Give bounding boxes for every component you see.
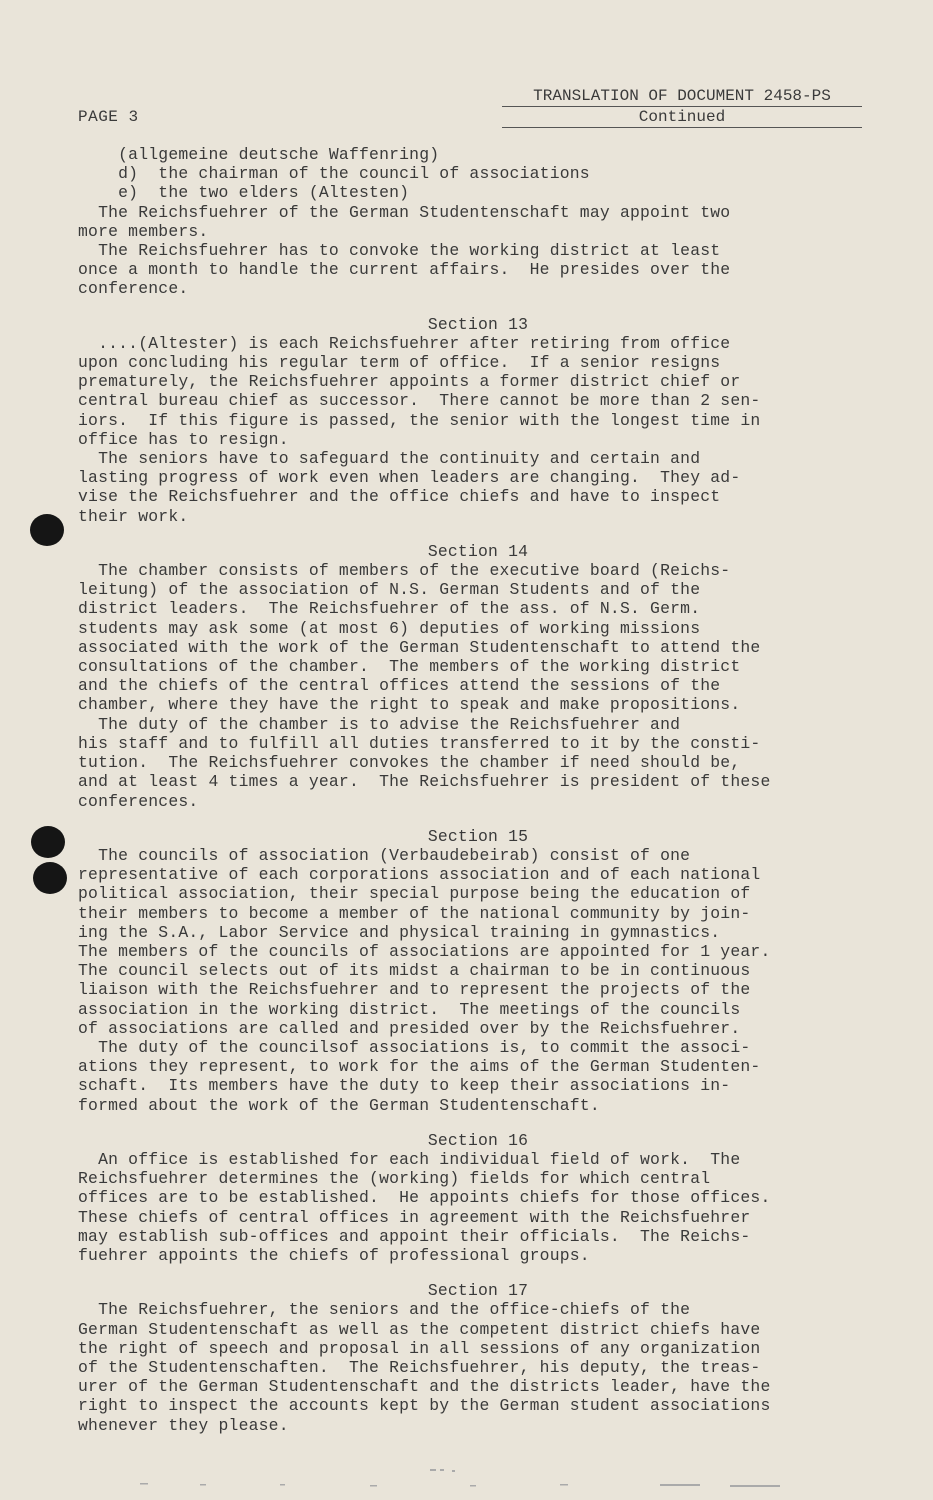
section-17 — [78, 1281, 878, 1435]
text-line: their work. — [78, 506, 189, 526]
text-line: of associations are called and presided over by the Reichsfuehrer. — [78, 1018, 741, 1038]
text-line: conference. — [78, 279, 189, 299]
text-line: ing the S.A., Labor Service and physical training in gymnastics. — [78, 922, 721, 942]
text-line: central bureau chief as successor. There cannot be more than 2 sen- — [78, 391, 761, 411]
section-13 — [78, 315, 878, 526]
text-line: The chamber consists of members of the executive board (Reichs- — [78, 561, 731, 581]
punch-hole — [30, 514, 64, 546]
text-line: representative of each corporations association and of each national — [78, 865, 761, 885]
text-line: German Studentenschaft as well as the competent district chiefs have — [78, 1319, 761, 1339]
section-15 — [78, 827, 878, 1115]
text-line: whenever they please. — [78, 1415, 289, 1435]
text-line: The Reichsfuehrer has to convoke the working district at least — [78, 241, 721, 261]
intro-block — [78, 145, 878, 299]
text-line: These chiefs of central offices in agreement with the Reichsfuehrer — [78, 1207, 751, 1227]
text-line: prematurely, the Reichsfuehrer appoints a former district chief or — [78, 372, 741, 392]
document-title: TRANSLATION OF DOCUMENT 2458-PS — [502, 87, 862, 107]
section-16 — [78, 1131, 878, 1265]
text-line: The seniors have to safeguard the continuity and certain and — [78, 449, 701, 469]
text-line: liaison with the Reichsfuehrer and to represent the projects of the — [78, 980, 751, 1000]
text-line: An office is established for each individual field of work. The — [78, 1149, 741, 1169]
faded-bleed-through-text — [140, 1465, 800, 1495]
text-line: once a month to handle the current affairs. He presides over the — [78, 260, 731, 280]
text-line: The Reichsfuehrer, the seniors and the office-chiefs of the — [78, 1300, 691, 1320]
text-line: conferences. — [78, 791, 199, 811]
text-line: Reichsfuehrer determines the (working) fields for which central — [78, 1169, 711, 1189]
text-line: political association, their special purpose being the education of — [78, 884, 751, 904]
text-line: The Reichsfuehrer of the German Studentenschaft may appoint two — [78, 202, 731, 222]
section-title: Section 14 — [427, 541, 529, 561]
text-line: and the chiefs of the central offices attend the sessions of the — [78, 676, 721, 696]
text-line: the right of speech and proposal in all sessions of any organization — [78, 1338, 761, 1358]
text-line: associated with the work of the German Studentenschaft to attend the — [78, 637, 761, 657]
text-line: ....(Altester) is each Reichsfuehrer after retiring from office — [78, 333, 731, 353]
text-line: ations they represent, to work for the aims of the German Studenten- — [78, 1057, 761, 1077]
text-line: d) the chairman of the council of associations — [78, 164, 590, 184]
text-line: may establish sub-offices and appoint their officials. The Reichs- — [78, 1226, 751, 1246]
punch-hole — [31, 826, 65, 858]
text-line: iors. If this figure is passed, the senior with the longest time in — [78, 410, 761, 430]
text-line: e) the two elders (Altesten) — [78, 183, 410, 203]
text-line: The councils of association (Verbaudebeirab) consist of one — [78, 845, 691, 865]
text-line: of the Studentenschaften. The Reichsfuehrer, his deputy, the treas- — [78, 1357, 761, 1377]
document-subtitle: Continued — [502, 108, 862, 128]
text-line: upon concluding his regular term of office. If a senior resigns — [78, 353, 721, 373]
text-line: offices are to be established. He appoints chiefs for those offices. — [78, 1188, 771, 1208]
text-line: fuehrer appoints the chiefs of professional groups. — [78, 1245, 590, 1265]
text-line: their members to become a member of the national community by join- — [78, 903, 751, 923]
text-line: formed about the work of the German Studentenschaft. — [78, 1095, 600, 1115]
text-line: office has to resign. — [78, 429, 289, 449]
text-line: right to inspect the accounts kept by the German student associations — [78, 1396, 771, 1416]
text-line: students may ask some (at most 6) deputies of working missions — [78, 618, 701, 638]
section-title: Section 13 — [427, 314, 529, 334]
text-line: tution. The Reichsfuehrer convokes the chamber if need should be, — [78, 753, 741, 773]
document-body — [78, 145, 878, 1435]
section-14 — [78, 542, 878, 811]
text-line: district leaders. The Reichsfuehrer of the ass. of N.S. Germ. — [78, 599, 701, 619]
text-line: more members. — [78, 221, 209, 241]
document-header — [502, 87, 862, 128]
text-line: and at least 4 times a year. The Reichsfuehrer is president of these — [78, 772, 771, 792]
section-title: Section 15 — [427, 826, 529, 846]
punch-hole — [33, 862, 67, 894]
text-line: schaft. Its members have the duty to keep their associations in- — [78, 1076, 731, 1096]
text-line: leitung) of the association of N.S. German Students and of the — [78, 580, 701, 600]
bleed-through-marks — [140, 1465, 800, 1491]
text-line: consultations of the chamber. The members of the working district — [78, 657, 741, 677]
text-line: chamber, where they have the right to speak and make propositions. — [78, 695, 741, 715]
section-title: Section 17 — [427, 1281, 529, 1301]
text-line: vise the Reichsfuehrer and the office chiefs and have to inspect — [78, 487, 721, 507]
text-line: urer of the German Studentenschaft and the districts leader, have the — [78, 1377, 771, 1397]
page-number: PAGE 3 — [78, 108, 139, 126]
section-title: Section 16 — [427, 1130, 529, 1150]
text-line: association in the working district. The meetings of the councils — [78, 999, 741, 1019]
text-line: his staff and to fulfill all duties transferred to it by the consti- — [78, 733, 761, 753]
text-line: lasting progress of work even when leaders are changing. They ad- — [78, 468, 741, 488]
text-line: The duty of the councilsof associations is, to commit the associ- — [78, 1037, 751, 1057]
text-line: The council selects out of its midst a chairman to be in continuous — [78, 961, 751, 981]
text-line: The duty of the chamber is to advise the Reichsfuehrer and — [78, 714, 681, 734]
text-line: (allgemeine deutsche Waffenring) — [78, 145, 440, 164]
text-line: The members of the councils of associations are appointed for 1 year. — [78, 941, 771, 961]
